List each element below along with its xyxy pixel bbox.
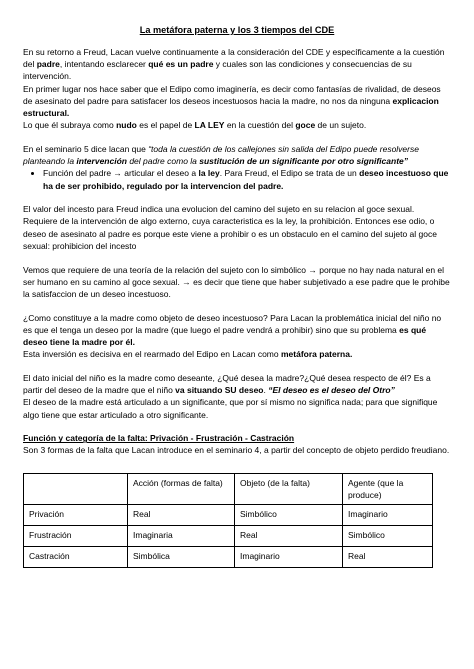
text-run: la ley: [198, 168, 220, 179]
text-run: va situando SU deseo: [175, 385, 264, 396]
paragraph: [23, 312, 451, 349]
paragraph: [23, 348, 451, 360]
text-run: . Para Freud, el Edipo se trata de un: [219, 168, 360, 179]
text-run: “toda la cuestión de los callejones sin salida del Edipo puede resolverse planteando la: [23, 143, 419, 167]
text-run: ¿Como constituye a la madre como objeto de deseo incestuoso? Para Lacan la problemática inicial del niño no es que el tenga un deseo por la madre (que luego el padre vendrá a prohibir) sino que su problema: [23, 312, 442, 335]
text-run: deseo incestuoso que ha de ser prohibido, regulado por la intervencion del padre.: [43, 168, 449, 191]
table-cell: Simbólico: [343, 525, 433, 546]
text-run: En el seminario 5 dice lacan que: [23, 143, 149, 154]
paragraph: [23, 83, 451, 120]
paragraph: [23, 396, 451, 420]
table-cell: Real: [235, 525, 343, 546]
paragraph: [23, 143, 451, 167]
table-row: [24, 525, 433, 546]
text-run: Lo que él subraya como: [23, 120, 117, 131]
text-run: en la cuestión del: [224, 120, 296, 131]
text-run: qué es un padre: [148, 59, 214, 70]
faults-table: [23, 473, 433, 568]
text-run: .: [263, 385, 269, 396]
table-cell: Real: [128, 504, 235, 525]
text-run: Esta inversión es decisiva en el rearmado del Edipo en Lacan como: [23, 349, 281, 360]
paragraph: [23, 444, 451, 456]
paragraph: [23, 372, 451, 396]
paragraph: [23, 46, 451, 83]
table-header-row: [24, 473, 433, 504]
bullet-list: [23, 167, 451, 191]
text-run: LA LEY: [194, 120, 225, 131]
text-run: de un sujeto.: [315, 120, 367, 131]
table-row: [24, 546, 433, 567]
table-row: [24, 504, 433, 525]
text-run: En su retorno a Freud, Lacan vuelve continuamente a la consideración del CDE y específicamente a la cuestión del: [23, 47, 445, 70]
text-run: sustitución de un significante por otro significante”: [199, 156, 409, 167]
table-header-cell: [24, 473, 128, 504]
text-run: goce: [295, 120, 316, 131]
paragraph: [23, 264, 451, 301]
list-item: [43, 167, 451, 191]
text-run: es el papel de: [136, 120, 195, 131]
table-cell: Privación: [24, 504, 128, 525]
text-run: padre: [36, 59, 60, 70]
paragraph: [23, 203, 451, 252]
text-run: , intentando esclarecer: [59, 59, 149, 70]
section-heading: Función y categoría de la falta: Privación - Frustración - Castración: [23, 433, 295, 444]
table-cell: Imaginaria: [128, 525, 235, 546]
text-run: El dato inicial del niño es la madre como deseante, ¿Qué desea la madre?¿Qué desea respecto de él? Es a partir del deseo de la madre que el niño: [23, 372, 431, 396]
text-run: El deseo de la madre está articulado a un significante, que por sí mismo no significa nada; para que signifique algo tiene que estar articulado a otro significante.: [23, 397, 438, 420]
text-run: intervención: [76, 156, 127, 167]
table-header-cell: Agente (que la produce): [343, 473, 433, 504]
text-run: explicacion estructural.: [23, 95, 439, 119]
text-run: y cuales son las condiciones y consecuencias de su intervención.: [23, 59, 412, 82]
document-title: La metáfora paterna y los 3 tiempos del CDE: [139, 25, 335, 35]
text-run: Son 3 formas de la falta que Lacan introduce en el seminario 4, a partir del concepto de objeto perdido freudiano.: [23, 445, 450, 456]
table-cell: Castración: [24, 546, 128, 567]
text-run: Vemos que requiere de una teoría de la relación del sujeto con lo simbólico → porque no hay nada natural en el ser humano en su camino al goce sexual. → es decir que tiene que haber subjetivado a ese padre que le prohibe la satisfaccion de un deseo incestuoso.: [23, 264, 450, 299]
text-run: nudo: [116, 120, 137, 131]
table-header-cell: Acción (formas de falta): [128, 473, 235, 504]
text-run: es qué deseo tiene la madre por él.: [23, 324, 427, 348]
table-cell: Imaginario: [343, 504, 433, 525]
paragraph: [23, 119, 451, 131]
text-run: Función del padre → articular el deseo a: [43, 168, 199, 179]
table-cell: Imaginario: [235, 546, 343, 567]
text-run: metáfora paterna.: [280, 349, 353, 360]
text-run: del padre como la: [126, 156, 200, 167]
text-run: En primer lugar nos hace saber que el Edipo como imaginería, es decir como fantasías de rivalidad, de deseos de asesinato del padre para satisfacer los deseos incestuosos hacia la madre, no nos da ninguna: [23, 83, 441, 106]
table-header-cell: Objeto (de la falta): [235, 473, 343, 504]
text-run: “El deseo es el deseo del Otro”: [268, 385, 395, 396]
table-cell: Simbólica: [128, 546, 235, 567]
table-cell: Simbólico: [235, 504, 343, 525]
table-cell: Real: [343, 546, 433, 567]
table-cell: Frustración: [24, 525, 128, 546]
text-run: El valor del incesto para Freud indica una evolucion del camino del sujeto en su relacion al goce sexual. Requiere de la intervención de algo externo, cuya caracteristica es la ley, la prohibición. Entonces ese odio, o deseo de asesinato al padre es porque este viene a prohibir o es un obstaculo en el camino del sujeto al goce sexual: prohibicion del incesto: [23, 204, 437, 251]
